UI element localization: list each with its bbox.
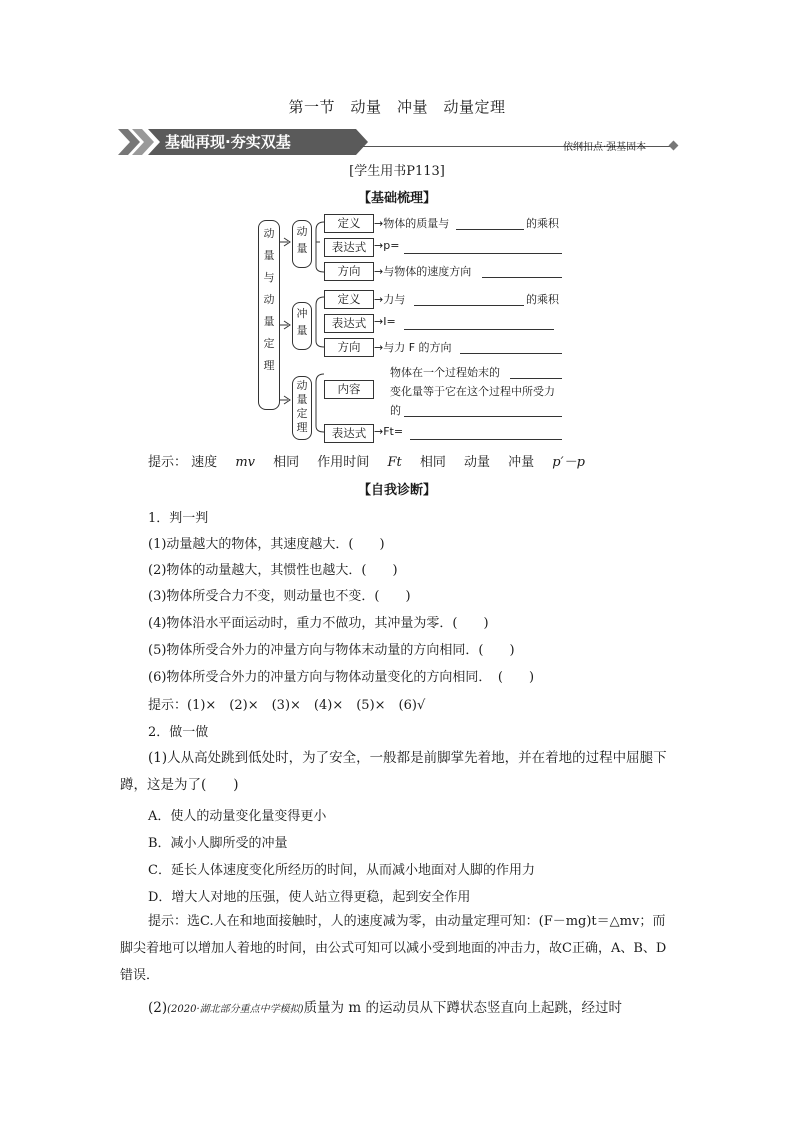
banner-left-text: 基础再现·夯实双基 — [165, 133, 291, 151]
box-impulse-direction: 方向 — [324, 338, 374, 357]
diagram-group-theorem — [292, 376, 312, 440]
diagram-root — [258, 220, 280, 410]
hint-answer: 相同 — [419, 455, 446, 470]
blank-line — [404, 253, 562, 254]
section-heading-self-check: 【自我诊断】 — [357, 483, 436, 498]
box-theorem-content: 内容 — [324, 380, 374, 399]
impulse-definition-text: →力与 — [374, 293, 406, 306]
q3-source: (2020·湖北部分重点中学模拟) — [167, 1004, 304, 1015]
book-reference: [学生用书P113] — [349, 164, 445, 179]
concept-diagram — [258, 210, 568, 442]
theorem-content-line3: 的 — [390, 404, 401, 417]
theorem-content-line1: 物体在一个过程始末的 — [390, 366, 500, 379]
blank-line — [410, 439, 562, 440]
q2-option-a: A．使人的动量变化量变得更小 — [148, 809, 327, 824]
q2-option-b: B．减小人脚所受的冲量 — [148, 836, 288, 851]
q2-option-c: C．延长人体速度变化所经历的时间，从而减小地面对人脚的作用力 — [148, 863, 535, 878]
box-momentum-definition: 定义 — [324, 214, 374, 233]
box-theorem-expression: 表达式 — [324, 424, 374, 443]
momentum-expression-text: →p= — [374, 239, 400, 252]
q1-item: (3)物体所受合力不变，则动量也不变．( ) — [148, 589, 411, 604]
group-theorem-label: 动量定理 — [296, 379, 308, 434]
box-momentum-expression: 表达式 — [324, 238, 374, 257]
hint-answers — [148, 451, 599, 470]
q2-title: 2．做一做 — [148, 725, 209, 740]
group-momentum-label: 动量 — [296, 225, 308, 255]
hint-answer: p′－p — [552, 455, 585, 470]
diagram-root-label: 动量与动量定理 — [263, 227, 275, 372]
page-title: 第一节 动量 冲量 动量定理 — [288, 98, 506, 116]
momentum-direction-text: →与物体的速度方向 — [374, 265, 472, 278]
hint-answer: 作用时间 — [317, 455, 370, 470]
hint-answer: 速度 — [191, 455, 218, 470]
q1-item: (4)物体沿水平面运动时，重力不做功，其冲量为零．( ) — [148, 616, 489, 631]
diagram-group-momentum — [292, 220, 312, 268]
momentum-definition-tail: 的乘积 — [526, 217, 559, 230]
box-impulse-definition: 定义 — [324, 290, 374, 309]
q1-item: (5)物体所受合外力的冲量方向与物体末动量的方向相同．( ) — [148, 643, 515, 658]
impulse-expression-text: →I= — [374, 315, 396, 328]
hint-answer: 冲量 — [508, 455, 535, 470]
banner-right-text: 依纲扣点·强基固本 — [563, 142, 647, 153]
group-impulse-label: 冲量 — [296, 307, 308, 337]
blank-line — [456, 229, 524, 230]
momentum-definition-text: →物体的质量与 — [374, 217, 450, 230]
q3-line — [148, 996, 622, 1016]
theorem-content-line2: 变化量等于它在这个过程中所受力 — [390, 385, 555, 398]
q2-stem: (1)人从高处跳到低处时，为了安全，一般都是前脚掌先着地，并在着地的过程中屈腿下蹲，这是为了( ) — [120, 750, 667, 793]
blank-line — [460, 353, 562, 354]
impulse-direction-text: →与力 F 的方向 — [374, 341, 452, 354]
diagram-group-impulse — [292, 302, 312, 350]
blank-line — [404, 416, 562, 417]
q3-prefix: (2) — [148, 1000, 168, 1016]
q1-item: (6)物体所受合外力的冲量方向与物体动量变化的方向相同． ( ) — [148, 670, 535, 685]
hint-prefix: 提示： — [148, 455, 188, 470]
q1-title: 1．判一判 — [148, 511, 209, 526]
theorem-expression-text: →Ft= — [374, 425, 404, 438]
q2-hint: 提示：选C.人在和地面接触时，人的速度减为零，由动量定理可知：(F－mg)t＝△mv；而脚尖着地可以增加人着地的时间，由公式可知可以减小受到地面的冲击力，故C正确，A、B、D错误． — [120, 914, 667, 983]
q1-hint: 提示：(1)× (2)× (3)× (4)× (5)× (6)√ — [148, 698, 426, 713]
box-impulse-expression: 表达式 — [324, 314, 374, 333]
blank-line — [404, 329, 554, 330]
hint-answer: Ft — [387, 455, 402, 470]
q1-item: (2)物体的动量越大，其惯性也越大．( ) — [148, 563, 398, 578]
blank-line — [510, 378, 562, 379]
section-heading-basics: 【基础梳理】 — [357, 191, 436, 206]
q1-item: (1)动量越大的物体，其速度越大．( ) — [148, 537, 385, 552]
hint-answer: 相同 — [273, 455, 300, 470]
blank-line — [414, 305, 524, 306]
impulse-definition-tail: 的乘积 — [526, 293, 559, 306]
hint-answer: 动量 — [463, 455, 490, 470]
q2-option-d: D．增大人对地的压强，使人站立得更稳，起到安全作用 — [148, 890, 471, 905]
blank-line — [482, 277, 562, 278]
q3-stem: 质量为 m 的运动员从下蹲状态竖直向上起跳，经过时 — [303, 1000, 622, 1016]
hint-answer: mv — [235, 455, 255, 470]
box-momentum-direction: 方向 — [324, 262, 374, 281]
